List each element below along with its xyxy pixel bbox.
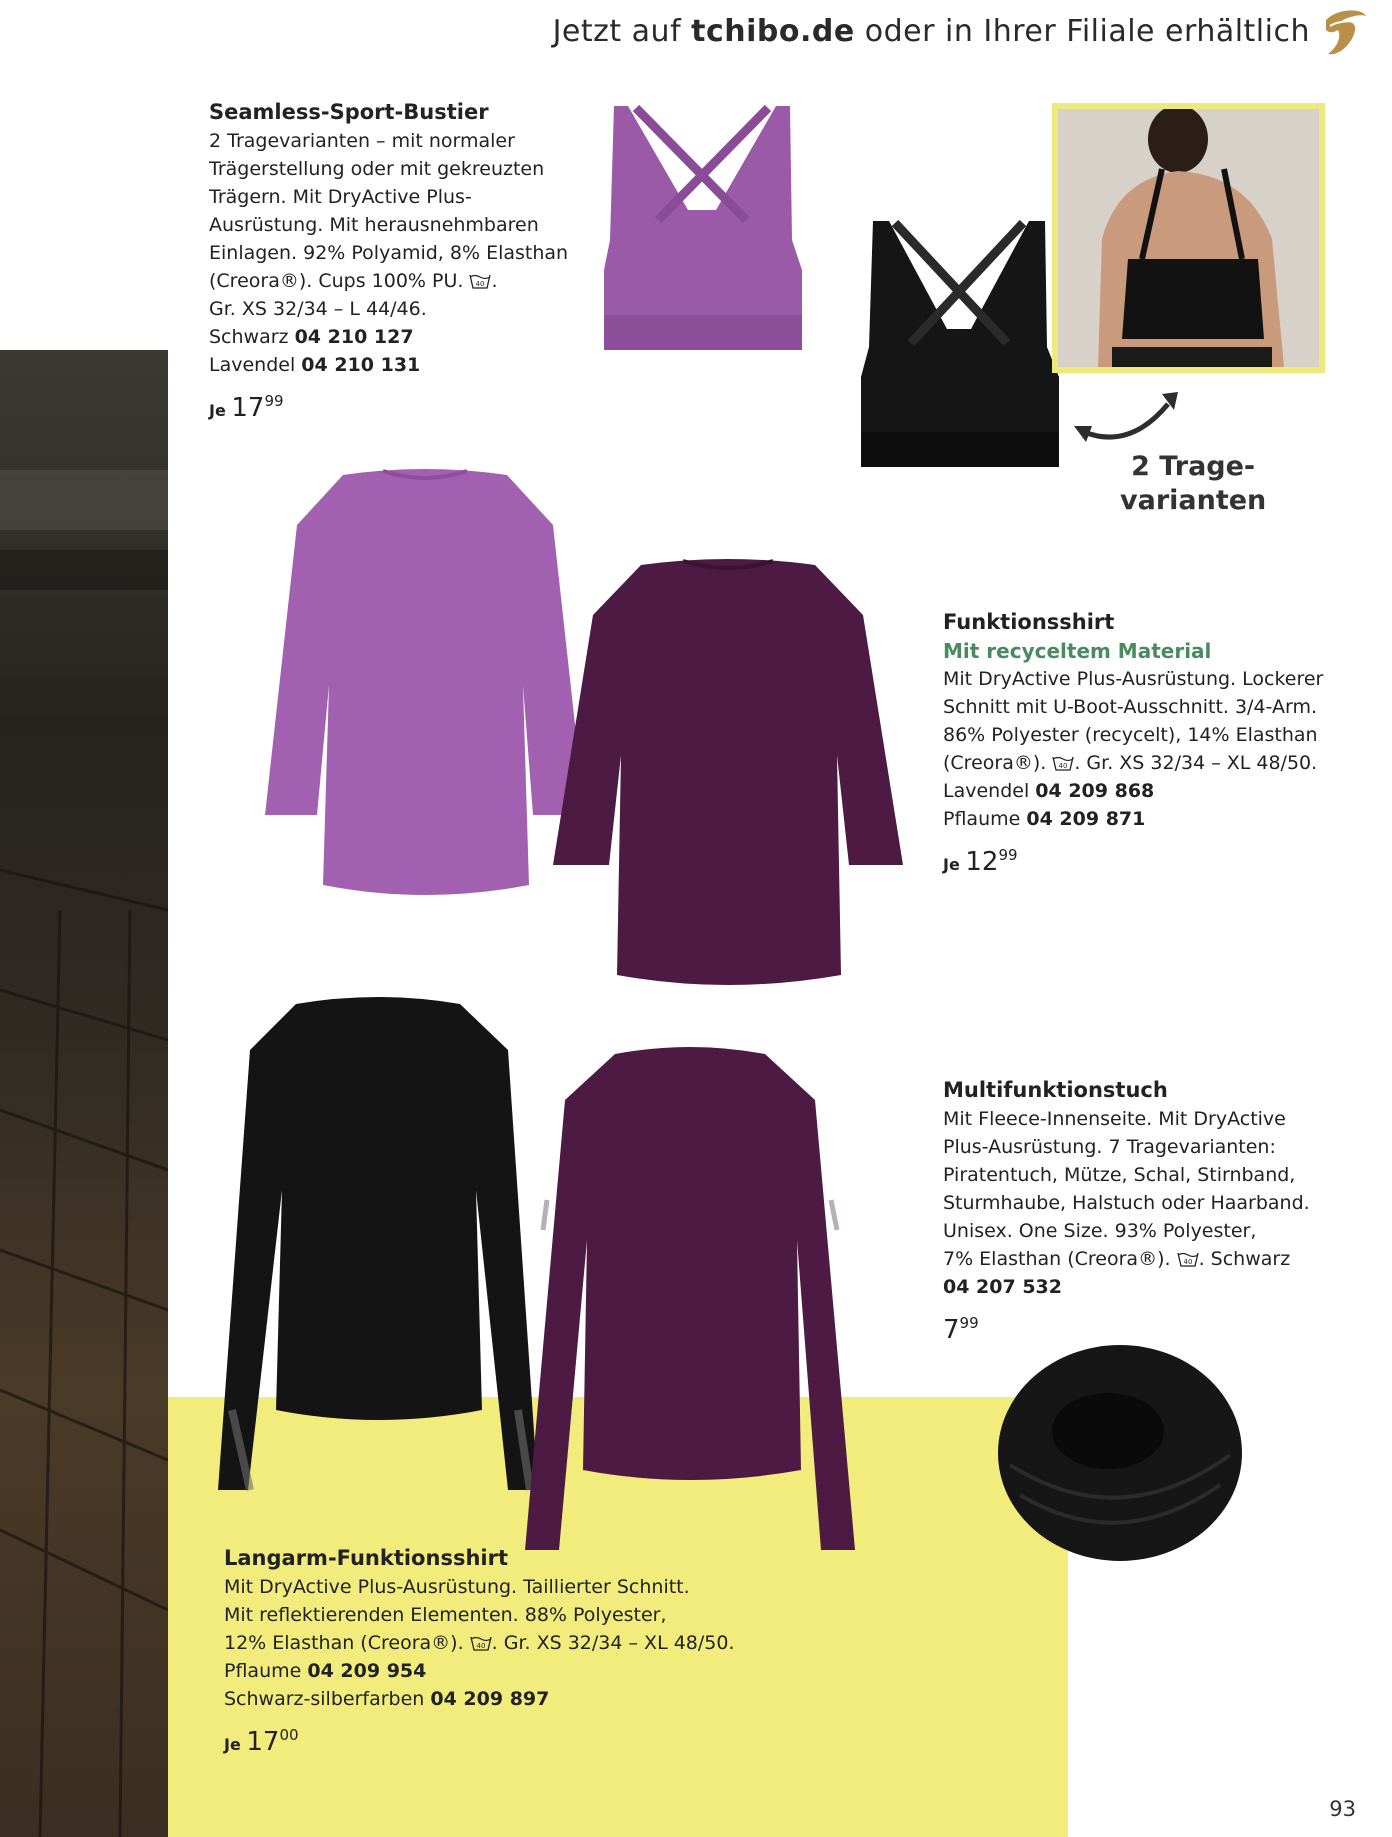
shirt-description: [943, 607, 1363, 879]
wash-40-icon: [469, 273, 491, 289]
longsleeve-line-3: 12% Elasthan (Creora®).: [224, 1632, 464, 1654]
scarf-image: [990, 1335, 1250, 1575]
longsleeve-line-1: Mit DryActive Plus-Ausrüstung. Taillierter Schnitt.: [224, 1576, 690, 1598]
shirt-variant-number: 04 209 868: [1035, 780, 1155, 802]
shirt-line-2: Schnitt mit U-Boot-Ausschnitt. 3/4-Arm.: [943, 696, 1318, 718]
shirt-title: Funktionsshirt: [943, 610, 1115, 634]
bustier-model-photo: [1052, 103, 1325, 373]
longsleeve-variant-number: 04 209 954: [307, 1660, 427, 1682]
header-text-after: oder in Ihrer Filiale erhältlich: [854, 14, 1310, 49]
shirt-lavender-image: [265, 465, 585, 905]
shirt-variant-color: Pflaume: [943, 808, 1021, 830]
price-prefix: Je: [943, 855, 960, 874]
trage-label-line-2: varianten: [1120, 485, 1267, 516]
wash-temp-label: 40: [476, 1642, 486, 1650]
bustier-black-image: [853, 217, 1065, 472]
bustier-title: Seamless-Sport-Bustier: [209, 100, 489, 124]
bustier-lavender-image: [596, 100, 808, 355]
trage-label-line-1: 2 Trage-: [1131, 451, 1256, 482]
price-prefix: Je: [209, 401, 226, 420]
bustier-variant-number: 04 210 127: [294, 326, 414, 348]
bustier-variant-color: Schwarz: [209, 326, 289, 348]
longsleeve-variant-number: 04 209 897: [430, 1688, 550, 1710]
longsleeve-plum-image: [525, 1040, 855, 1560]
shirt-subtitle: Mit recyceltem Material: [943, 639, 1212, 663]
scarf-description: [943, 1075, 1363, 1347]
shirt-plum-image: [553, 555, 903, 995]
bustier-description: Seamless-Sport-Bustier 2 Tragevarianten – mit normaler Trägerstellung oder mit gekreuzten Trägern. Mit DryActive Plus- Ausrüstung. Mit herausnehmbaren Einlagen. 92% Polyamid, 8% Elasthan (Creora®). Cups 100% PU. 40 . Gr. XS 32/34 – L 44/46. Schwarz 04 210 127 Lavendel 04 210 131 Je $17^{99}$: [209, 97, 589, 425]
double-arrow-icon: [1070, 390, 1190, 450]
longsleeve-variant-color: Pflaume: [224, 1660, 302, 1682]
bustier-price: [209, 387, 589, 425]
longsleeve-description: [224, 1543, 784, 1759]
bustier-line-3: Trägern. Mit DryActive Plus-: [209, 186, 472, 208]
scarf-number: 04 207 532: [943, 1276, 1062, 1298]
scarf-title: Multifunktionstuch: [943, 1078, 1168, 1102]
page-number: 93: [1329, 1797, 1356, 1821]
longsleeve-black-image: [218, 990, 538, 1500]
longsleeve-price: [224, 1721, 784, 1759]
bustier-line-2: Trägerstellung oder mit gekreuzten: [209, 158, 545, 180]
price-cents: 99: [959, 1314, 979, 1332]
bustier-line-6: (Creora®). Cups 100% PU.: [209, 270, 464, 292]
trage-varianten-label: [1120, 450, 1266, 518]
shirt-line-3: 86% Polyester (recycelt), 14% Elasthan: [943, 724, 1318, 746]
background-photo-strip: [0, 350, 168, 1837]
header-text-before: Jetzt auf: [552, 14, 692, 49]
wash-temp-label: 40: [475, 280, 485, 288]
bustier-line-5: Einlagen. 92% Polyamid, 8% Elasthan: [209, 242, 569, 264]
price-cents: 99: [264, 392, 284, 410]
longsleeve-size: . Gr. XS 32/34 – XL 48/50.: [491, 1632, 735, 1654]
shirt-line-4: (Creora®).: [943, 752, 1047, 774]
scarf-color: . Schwarz: [1198, 1248, 1291, 1270]
bustier-variant-number: 04 210 131: [301, 354, 421, 376]
wash-40-icon: [1052, 755, 1074, 771]
wash-temp-label: 40: [1058, 762, 1068, 770]
price-prefix: Je: [224, 1735, 241, 1754]
shirt-variant-number: 04 209 871: [1026, 808, 1146, 830]
price-cents: 99: [998, 846, 1018, 864]
scarf-line-2: Plus-Ausrüstung. 7 Tragevarianten:: [943, 1136, 1276, 1158]
scarf-line-1: Mit Fleece-Innenseite. Mit DryActive: [943, 1108, 1286, 1130]
wash-40-icon: [1177, 1251, 1199, 1267]
longsleeve-variant-color: Schwarz-silberfarben: [224, 1688, 425, 1710]
wash-temp-label: 40: [1183, 1258, 1193, 1266]
bustier-size: Gr. XS 32/34 – L 44/46.: [209, 298, 427, 320]
bustier-line-1: 2 Tragevarianten – mit normaler: [209, 130, 515, 152]
tchibo-bean-icon: [1318, 4, 1370, 60]
price-main: 17: [231, 393, 265, 423]
scarf-line-6: 7% Elasthan (Creora®).: [943, 1248, 1171, 1270]
header-brand-link[interactable]: tchibo.de: [691, 14, 855, 49]
wash-40-icon: [470, 1635, 492, 1651]
price-cents: 00: [279, 1726, 299, 1744]
shirt-price: [943, 841, 1363, 879]
longsleeve-line-2: Mit reflektierenden Elementen. 88% Polyester,: [224, 1604, 667, 1626]
shirt-variant-color: Lavendel: [943, 780, 1030, 802]
bustier-line-4: Ausrüstung. Mit herausnehmbaren: [209, 214, 539, 236]
price-main: 7: [943, 1315, 960, 1345]
longsleeve-title: Langarm-Funktionsshirt: [224, 1546, 508, 1570]
bustier-variant-color: Lavendel: [209, 354, 296, 376]
shirt-size: . Gr. XS 32/34 – XL 48/50.: [1074, 752, 1318, 774]
shirt-line-1: Mit DryActive Plus-Ausrüstung. Lockerer: [943, 668, 1324, 690]
price-main: 17: [246, 1727, 280, 1757]
scarf-line-3: Piratentuch, Mütze, Schal, Stirnband,: [943, 1164, 1296, 1186]
scarf-line-4: Sturmhaube, Halstuch oder Haarband.: [943, 1192, 1310, 1214]
price-main: 12: [965, 847, 999, 877]
page-header: [553, 14, 1310, 49]
scarf-line-5: Unisex. One Size. 93% Polyester,: [943, 1220, 1257, 1242]
